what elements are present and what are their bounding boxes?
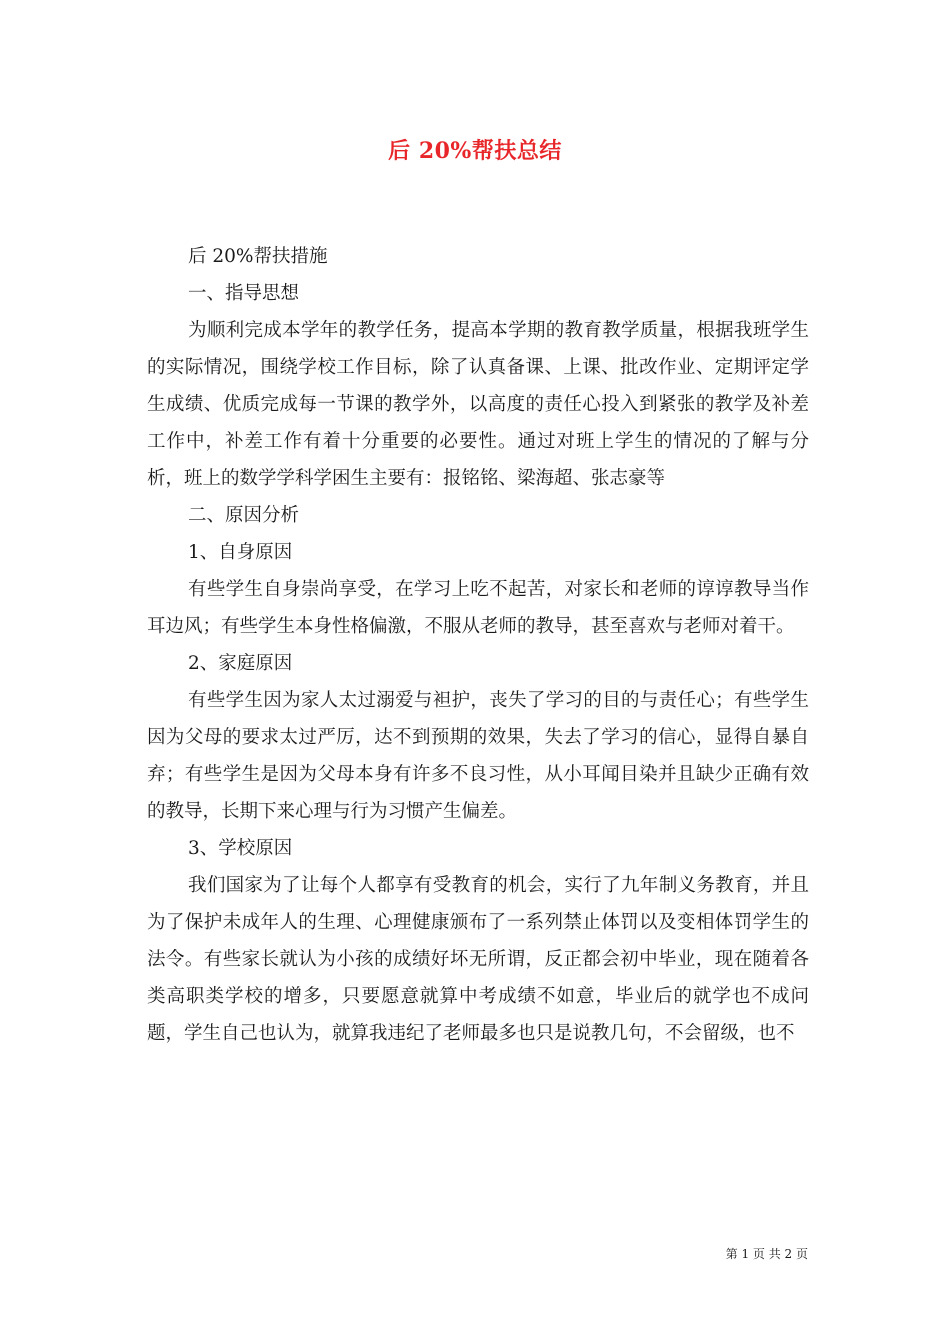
subheading-family-reasons: 2、家庭原因 bbox=[188, 653, 293, 674]
section-heading-measures: 后 20%帮扶措施 bbox=[188, 246, 328, 267]
subheading-school-reasons: 3、学校原因 bbox=[188, 838, 293, 859]
section-heading-guiding-thought: 一、指导思想 bbox=[188, 283, 300, 304]
paragraph-family-reasons: 有些学生因为家人太过溺爱与袒护，丧失了学习的目的与责任心；有些学生因为父母的要求太过严厉，达不到预期的效果，失去了学习的信心，显得自暴自弃；有些学生是因为父母本身有许多不良习性，从小耳闻目染并且缺少正确有效的教导，长期下来心理与行为习惯产生偏差。 bbox=[147, 690, 809, 822]
paragraph-self-reasons: 有些学生自身崇尚享受，在学习上吃不起苦，对家长和老师的谆谆教导当作耳边风；有些学生本身性格偏激，不服从老师的教导，甚至喜欢与老师对着干。 bbox=[147, 579, 809, 637]
paragraph-guiding-thought: 为顺利完成本学年的教学任务，提高本学期的教育教学质量，根据我班学生的实际情况，围绕学校工作目标，除了认真备课、上课、批改作业、定期评定学生成绩、优质完成每一节课的教学外，以高度的责任心投入到紧张的教学及补差工作中，补差工作有着十分重要的必要性。通过对班上学生的情况的了解与分析，班上的数学学科学困生主要有：报铭铭、梁海超、张志豪等 bbox=[147, 320, 809, 489]
subheading-self-reasons: 1、自身原因 bbox=[188, 542, 293, 563]
page-number: 第 1 页 共 2 页 bbox=[725, 1247, 808, 1261]
section-heading-cause-analysis: 二、原因分析 bbox=[188, 505, 300, 526]
paragraph-school-reasons: 我们国家为了让每个人都享有受教育的机会，实行了九年制义务教育，并且为了保护未成年人的生理、心理健康颁布了一系列禁止体罚以及变相体罚学生的法令。有些家长就认为小孩的成绩好坏无所谓，反正都会初中毕业，现在随着各类高职类学校的增多，只要愿意就算中考成绩不如意，毕业后的就学也不成问题，学生自己也认为，就算我违纪了老师最多也只是说教几句，不会留级，也不 bbox=[147, 875, 809, 1044]
document-title: 后 20%帮扶总结 bbox=[388, 138, 562, 164]
document-body bbox=[147, 238, 809, 1052]
